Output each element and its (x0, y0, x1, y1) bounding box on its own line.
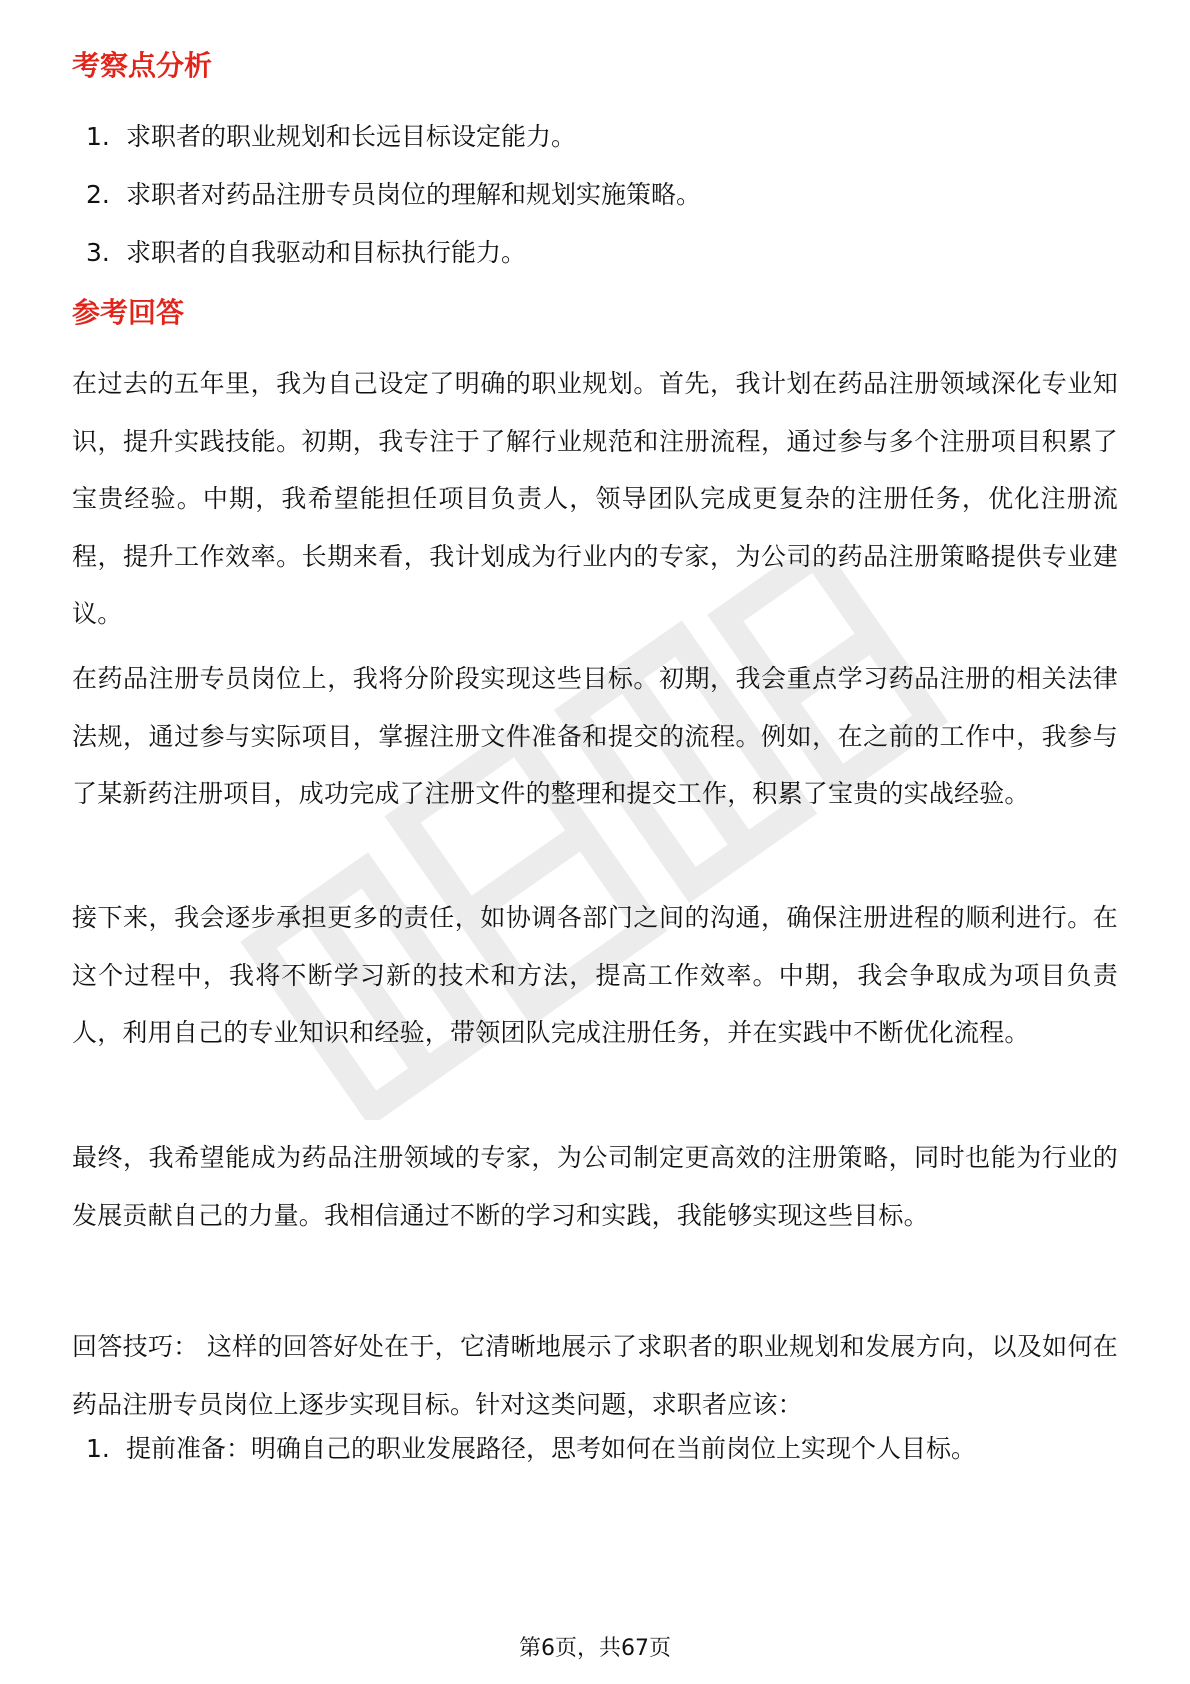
list-item (72, 108, 1122, 166)
list-item-text: 求职者的自我驱动和目标执行能力。 (126, 238, 527, 267)
list-item-number: 1. (86, 1434, 110, 1463)
list-item-number: 1. (86, 122, 110, 151)
list-item-number: 3. (86, 238, 110, 267)
answer-paragraph: 接下来，我会逐步承担更多的责任，如协调各部门之间的沟通，确保注册进程的顺利进行。在这个过程中，我将不断学习新的技术和方法，提高工作效率。中期，我会争取成为项目负责人，利用自己的专业知识和经验，带领团队完成注册任务，并在实践中不断优化流程。 (72, 903, 1118, 1047)
tips-list (72, 1420, 1122, 1478)
list-item (72, 166, 1122, 224)
answer-paragraph: 最终，我希望能成为药品注册领域的专家，为公司制定更高效的注册策略，同时也能为行业的发展贡献自己的力量。我相信通过不断的学习和实践，我能够实现这些目标。 (72, 1143, 1118, 1230)
answer-paragraph: 在药品注册专员岗位上，我将分阶段实现这些目标。初期，我会重点学习药品注册的相关法律法规，通过参与实际项目，掌握注册文件准备和提交的流程。例如，在之前的工作中，我参与了某新药注册项目，成功完成了注册文件的整理和提交工作，积累了宝贵的实战经验。 (72, 664, 1118, 808)
list-item-text: 求职者对药品注册专员岗位的理解和规划实施策略。 (126, 180, 702, 209)
list-item (72, 224, 1122, 282)
list-item-text: 求职者的职业规划和长远目标设定能力。 (126, 122, 577, 151)
list-item-text: 提前准备：明确自己的职业发展路径，思考如何在当前岗位上实现个人目标。 (126, 1434, 977, 1463)
page-number-footer: 第6页，共67页 (519, 1636, 671, 1661)
section-heading-reference-answer: 参考回答 (72, 296, 185, 329)
section-heading-analysis: 考察点分析 (72, 49, 213, 82)
analysis-list (72, 108, 1122, 282)
tips-intro-paragraph: 回答技巧： 这样的回答好处在于，它清晰地展示了求职者的职业规划和发展方向，以及如何在药品注册专员岗位上逐步实现目标。针对这类问题，求职者应该： (72, 1332, 1118, 1419)
answer-paragraph: 在过去的五年里，我为自己设定了明确的职业规划。首先，我计划在药品注册领域深化专业知识，提升实践技能。初期，我专注于了解行业规范和注册流程，通过参与多个注册项目积累了宝贵经验。中期，我希望能担任项目负责人，领导团队完成更复杂的注册任务，优化注册流程，提升工作效率。长期来看，我计划成为行业内的专家，为公司的药品注册策略提供专业建议。 (72, 369, 1118, 628)
list-item-number: 2. (86, 180, 110, 209)
list-item (72, 1420, 1122, 1478)
